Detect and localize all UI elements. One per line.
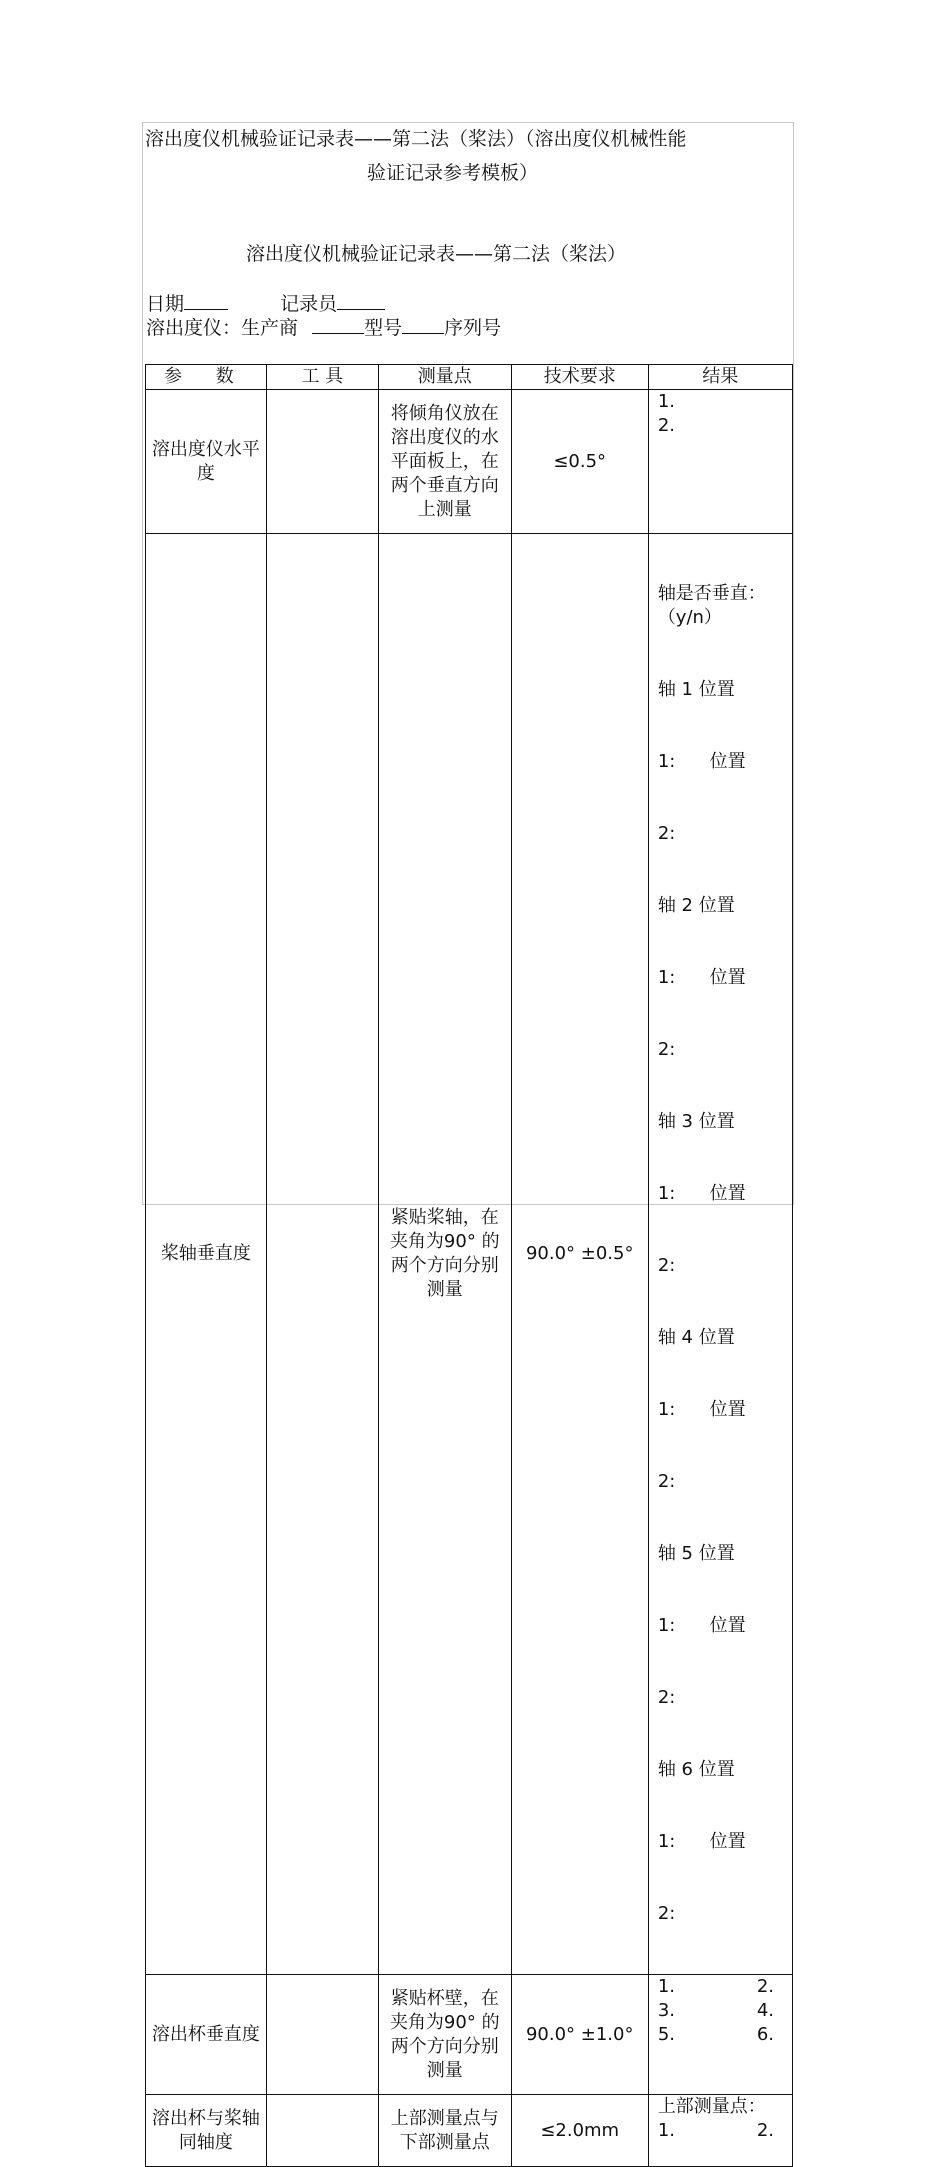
point-cell: 紧贴杯壁，在夹角为90° 的两个方向分别测量	[378, 1975, 511, 2095]
model-label: 型号	[364, 317, 403, 339]
tool-cell[interactable]	[266, 534, 378, 1975]
req-cell: 90.0° ±0.5°	[511, 534, 648, 1975]
form-subtitle: 溶出度仪机械验证记录表——第二法（桨法）	[246, 243, 627, 265]
result-pair: 1. 2.	[657, 2120, 774, 2141]
point-cell: 将倾角仪放在溶出度仪的水平面板上，在两个垂直方向上测量	[378, 390, 511, 534]
header-point: 测量点	[378, 365, 511, 390]
result-line: 1.	[657, 391, 675, 412]
result-line: 2:	[657, 1039, 676, 1060]
table-row	[146, 2095, 793, 2167]
tool-cell[interactable]	[266, 2095, 378, 2167]
manufacturer-blank[interactable]	[312, 315, 364, 334]
date-recorder-line	[146, 289, 385, 316]
title-line-2: 验证记录参考模板）	[367, 162, 539, 184]
result-line: 轴是否垂直：（y/n）	[657, 583, 766, 628]
result-pair: 5. 6.	[657, 2024, 774, 2045]
result-line: 1: 位置	[657, 1183, 746, 1204]
result-line: 轴 3 位置	[657, 1111, 735, 1132]
result-line: 轴 5 位置	[657, 1543, 735, 1564]
result-line: 轴 1 位置	[657, 679, 735, 700]
result-cell[interactable]	[648, 390, 792, 534]
point-cell: 紧贴桨轴，在夹角为90° 的两个方向分别测量	[378, 534, 511, 1975]
result-line: 轴 2 位置	[657, 895, 735, 916]
req-cell: ≤0.5°	[511, 390, 648, 534]
result-line: 2:	[657, 1687, 676, 1708]
recorder-label: 记录员	[280, 293, 338, 315]
result-line: 轴 6 位置	[657, 1759, 735, 1780]
serial-label: 序列号	[444, 317, 502, 339]
result-line: 2:	[657, 1903, 676, 1924]
result-pair: 1. 2.	[657, 1976, 774, 1997]
table-row	[146, 534, 793, 1975]
instrument-label: 溶出度仪：生产商	[146, 317, 299, 339]
result-line: 1: 位置	[657, 751, 746, 772]
table-header-row	[146, 365, 793, 390]
param-cell: 桨轴垂直度	[146, 534, 267, 1975]
recorder-blank[interactable]	[337, 291, 385, 310]
verification-table	[145, 364, 793, 2167]
header-param: 参 数	[146, 365, 267, 390]
result-pair: 3. 4.	[657, 2000, 774, 2021]
header-req: 技术要求	[511, 365, 648, 390]
point-cell: 上部测量点与下部测量点	[378, 2095, 511, 2167]
table-row	[146, 1975, 793, 2095]
result-line: 2:	[657, 823, 676, 844]
result-line: 2:	[657, 1255, 676, 1276]
result-cell[interactable]	[648, 2095, 792, 2167]
result-line: 1: 位置	[657, 1831, 746, 1852]
param-cell: 溶出杯与桨轴同轴度	[146, 2095, 267, 2167]
req-cell: ≤2.0mm	[511, 2095, 648, 2167]
param-cell: 溶出度仪水平度	[146, 390, 267, 534]
result-cell[interactable]	[648, 534, 792, 1975]
result-line: 2:	[657, 1471, 676, 1492]
date-blank[interactable]	[184, 291, 228, 310]
header-result: 结果	[648, 365, 792, 390]
table-row	[146, 390, 793, 534]
result-label: 上部测量点：	[657, 2096, 766, 2117]
tool-cell[interactable]	[266, 1975, 378, 2095]
tool-cell[interactable]	[266, 390, 378, 534]
date-label: 日期	[146, 293, 185, 315]
req-cell: 90.0° ±1.0°	[511, 1975, 648, 2095]
model-blank[interactable]	[402, 315, 444, 334]
header-tool: 工 具	[266, 365, 378, 390]
result-line: 1: 位置	[657, 1615, 746, 1636]
result-line: 2.	[657, 415, 675, 436]
result-line: 轴 4 位置	[657, 1327, 735, 1348]
instrument-line	[146, 313, 501, 340]
result-line: 1: 位置	[657, 1399, 746, 1420]
result-cell[interactable]	[648, 1975, 792, 2095]
title-line-1: 溶出度仪机械验证记录表——第二法（桨法）（溶出度仪机械性能	[145, 128, 687, 150]
result-line: 1: 位置	[657, 967, 746, 988]
param-cell: 溶出杯垂直度	[146, 1975, 267, 2095]
